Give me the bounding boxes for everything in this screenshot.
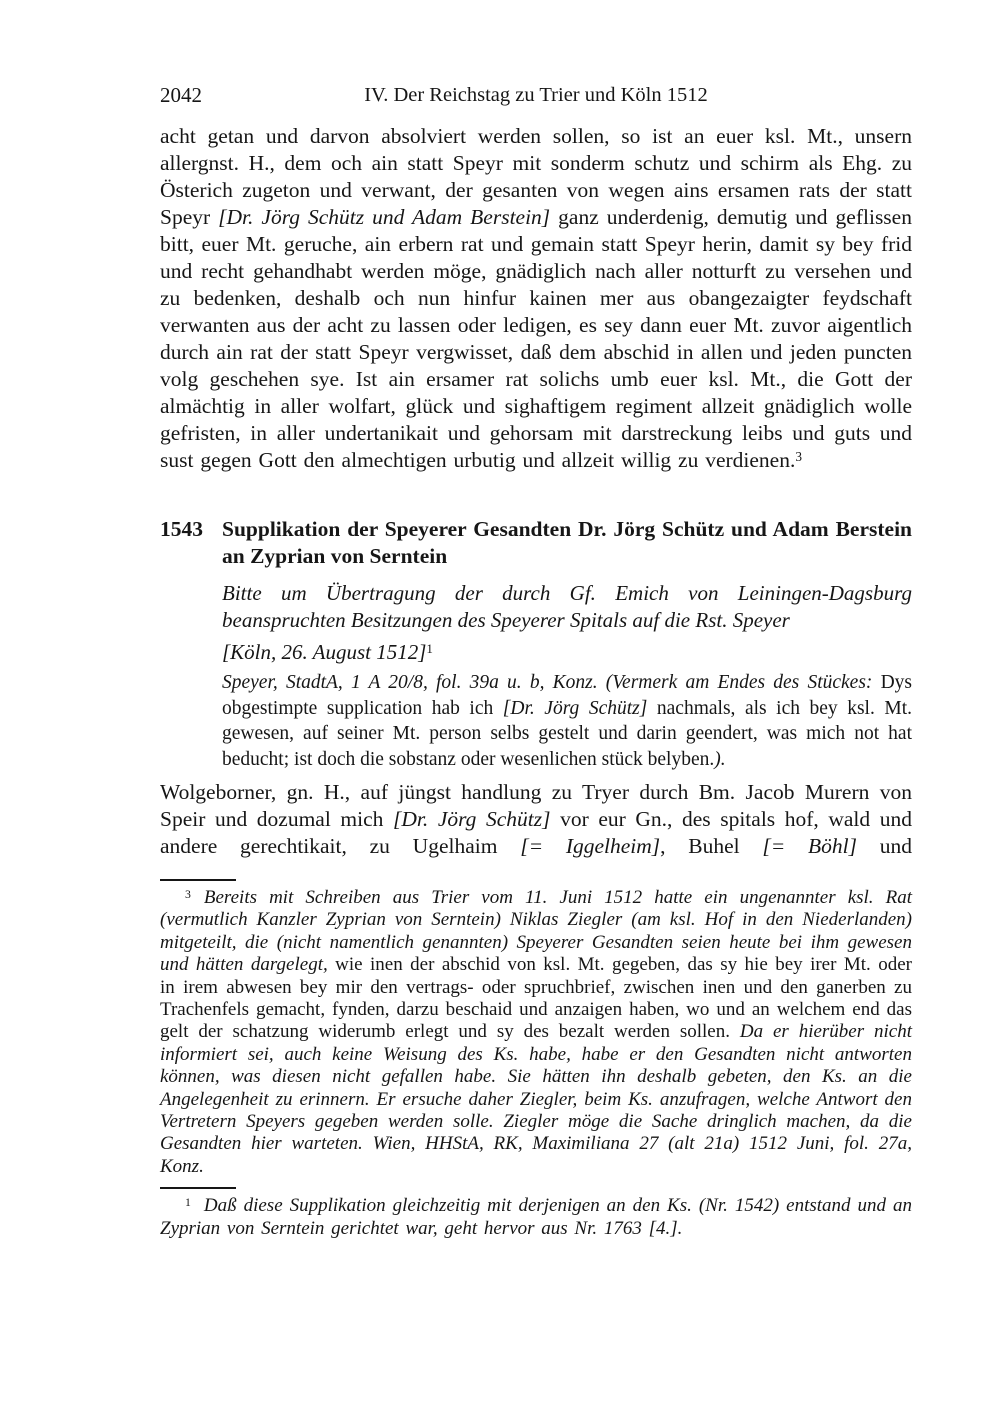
editorial-insertion: [Dr. Jörg Schütz] — [392, 807, 551, 831]
source-segment: ). — [714, 748, 726, 770]
footnote-marker: 3 — [185, 887, 191, 901]
editorial-insertion: [Dr. Jörg Schütz und Adam Berstein] — [218, 205, 551, 229]
entry-number: 1543 — [160, 517, 203, 541]
main-text-segment: , Buhel — [660, 834, 763, 858]
entry-1543 — [160, 516, 912, 772]
footnote-separator — [160, 1187, 236, 1189]
footnote-segment: Bereits mit Schreiben aus Trier vom 11. Juni 1512 hatte ein ungenannter ksl. Rat (vermutlich Kanzler Zyprian von Serntein) Niklas Ziegler (am ksl. Hof in den Niederlanden) mitgeteilt, die (nicht namentlich genannten) Speyerer Gesandten seien heute bei ihm gewesen und hätten dargelegt, — [160, 887, 912, 976]
footnote-3 — [160, 887, 912, 1178]
main-text-paragraph — [160, 779, 912, 860]
footnote-segment: Daß diese Supplikation gleichzeitig mit derjenigen an den Ks. (Nr. 1542) entstand und an Zyprian von Serntein gerichtet war, geht hervor aus Nr. 1763 [4.]. — [160, 1195, 912, 1239]
source-note — [222, 670, 912, 772]
footnote-marker: 1 — [185, 1195, 191, 1209]
main-text-segment: Wolgeborner, gn. H., auf jüngst handlung zu Tryer durch Bm. Jacob Murern von Speir und dozumal mich — [160, 780, 912, 831]
footnote-quoted-segment: wie inen der abschid von ksl. Mt. gegeben, das sy hie bey irer Mt. oder in irem abwesen bey mir den vertrags- oder spruchbrief, zwischen inen und den ganerben zu Trachenfels gemacht, fynden, darzu beschaid und anzaigen haben, wo und an welchem end das gelt der schatzung widerumb erlegt und sy des bezalt werden sollen. — [160, 954, 912, 1043]
dateline-text: [Köln, 26. August 1512] — [222, 640, 427, 664]
main-text-segment: vor eur Gn., des spitals hof, wald und andere gerechtikait, zu Ugelhaim — [160, 807, 912, 858]
footnote-ref-1: 1 — [426, 641, 433, 657]
page-number: 2042 — [160, 83, 202, 107]
footnote-segment: Da er hierüber nicht informiert sei, auch keine Weisung des Ks. habe, habe er den Gesandten nicht antworten können, was diesen nicht gefallen habe. Sie hätten ihn deshalb gebeten, den Ks. an die Angelegenheit zu erinnern. Er ersuche daher Ziegler, beim Ks. anzufragen, welche Antwort den Vertretern Speyers gegeben werden solle. Ziegler möge die Sache dringlich machen, da die Gesandten hier warteten. Wien, HHStA, RK, Maximiliana 27 (alt 21a) 1512 Juni, fol. 27a, Konz. — [160, 1021, 912, 1177]
footnote-separator — [160, 879, 236, 881]
entry-title: Supplikation der Speyerer Gesandten Dr. Jörg Schütz und Adam Berstein an Zyprian von Serntein — [222, 517, 912, 568]
entry-dateline — [222, 639, 912, 666]
main-text-segment: und — [857, 834, 913, 858]
source-segment: Speyer, StadtA, 1 A 20/8, fol. 39a u. b, Konz. (Vermerk am Endes des Stückes: — [222, 672, 881, 693]
footnotes-section — [160, 879, 912, 1240]
editorial-insertion: [= Iggelheim] — [520, 834, 661, 858]
footnote-ref-3: 3 — [795, 449, 803, 465]
body-text-segment: acht getan und darvon absolviert werden sollen, so ist an euer ksl. Mt., unsern allergnst. H., dem och ain statt Speyr mit sonderm schutz und schirm als Ehg. zu Österich zugeton und verwant, der gesanten von wegen ains ersamen rats der statt Speyr — [160, 124, 912, 229]
editorial-insertion: [Dr. Jörg Schütz] — [502, 697, 648, 719]
footnote-1 — [160, 1195, 912, 1240]
editorial-insertion: [= Böhl] — [762, 834, 858, 858]
body-text-segment: ganz underdenig, demutig und geflissen bitt, euer Mt. geruche, ain erbern rat und gemain statt Speyr herin, damit sy bey frid und recht gehandhabt werden möge, gnädiglich nach aller notturft zu versehen und zu bedenken, deshalb och nun hinfur kainen mer aus obangezaigter feydschaft verwanten aus der acht zu lassen oder ledigen, es sey dann euer Mt. zuvor aigentlich durch ain rat der statt Speyr vergwisset, daß dem abschid in allen und jeden puncten volg geschehen sye. Ist ain ersamer rat solichs umb euer ksl. Mt., die Gott der almächtig in aller wolfart, glück und sighaftigem regiment allzeit gnädiglich wolle gefristen, in aller undertanikait und gehorsam mit darstreckung leibs und guts und sust gegen Gott den almechtigen urbutig und allzeit willig zu verdienen. — [160, 205, 912, 472]
source-segment: Dys obgestimpte supplication hab ich — [222, 672, 912, 719]
page-header — [160, 82, 912, 109]
entry-regest: Bitte um Übertragung der durch Gf. Emich von Leiningen-Dagsburg beanspruchten Besitzungen des Speyerer Spitals auf die Rst. Speyer — [222, 581, 912, 632]
source-segment: nachmals, als ich bey ksl. Mt. gewesen, auf seiner Mt. person selbs gestelt und darin geendert, was mich not hat beducht; ist doch die sobstanz oder wesenlichen stück belyben. — [222, 697, 913, 770]
running-title: IV. Der Reichstag zu Trier und Köln 1512 — [364, 84, 708, 106]
body-paragraph — [160, 123, 912, 474]
